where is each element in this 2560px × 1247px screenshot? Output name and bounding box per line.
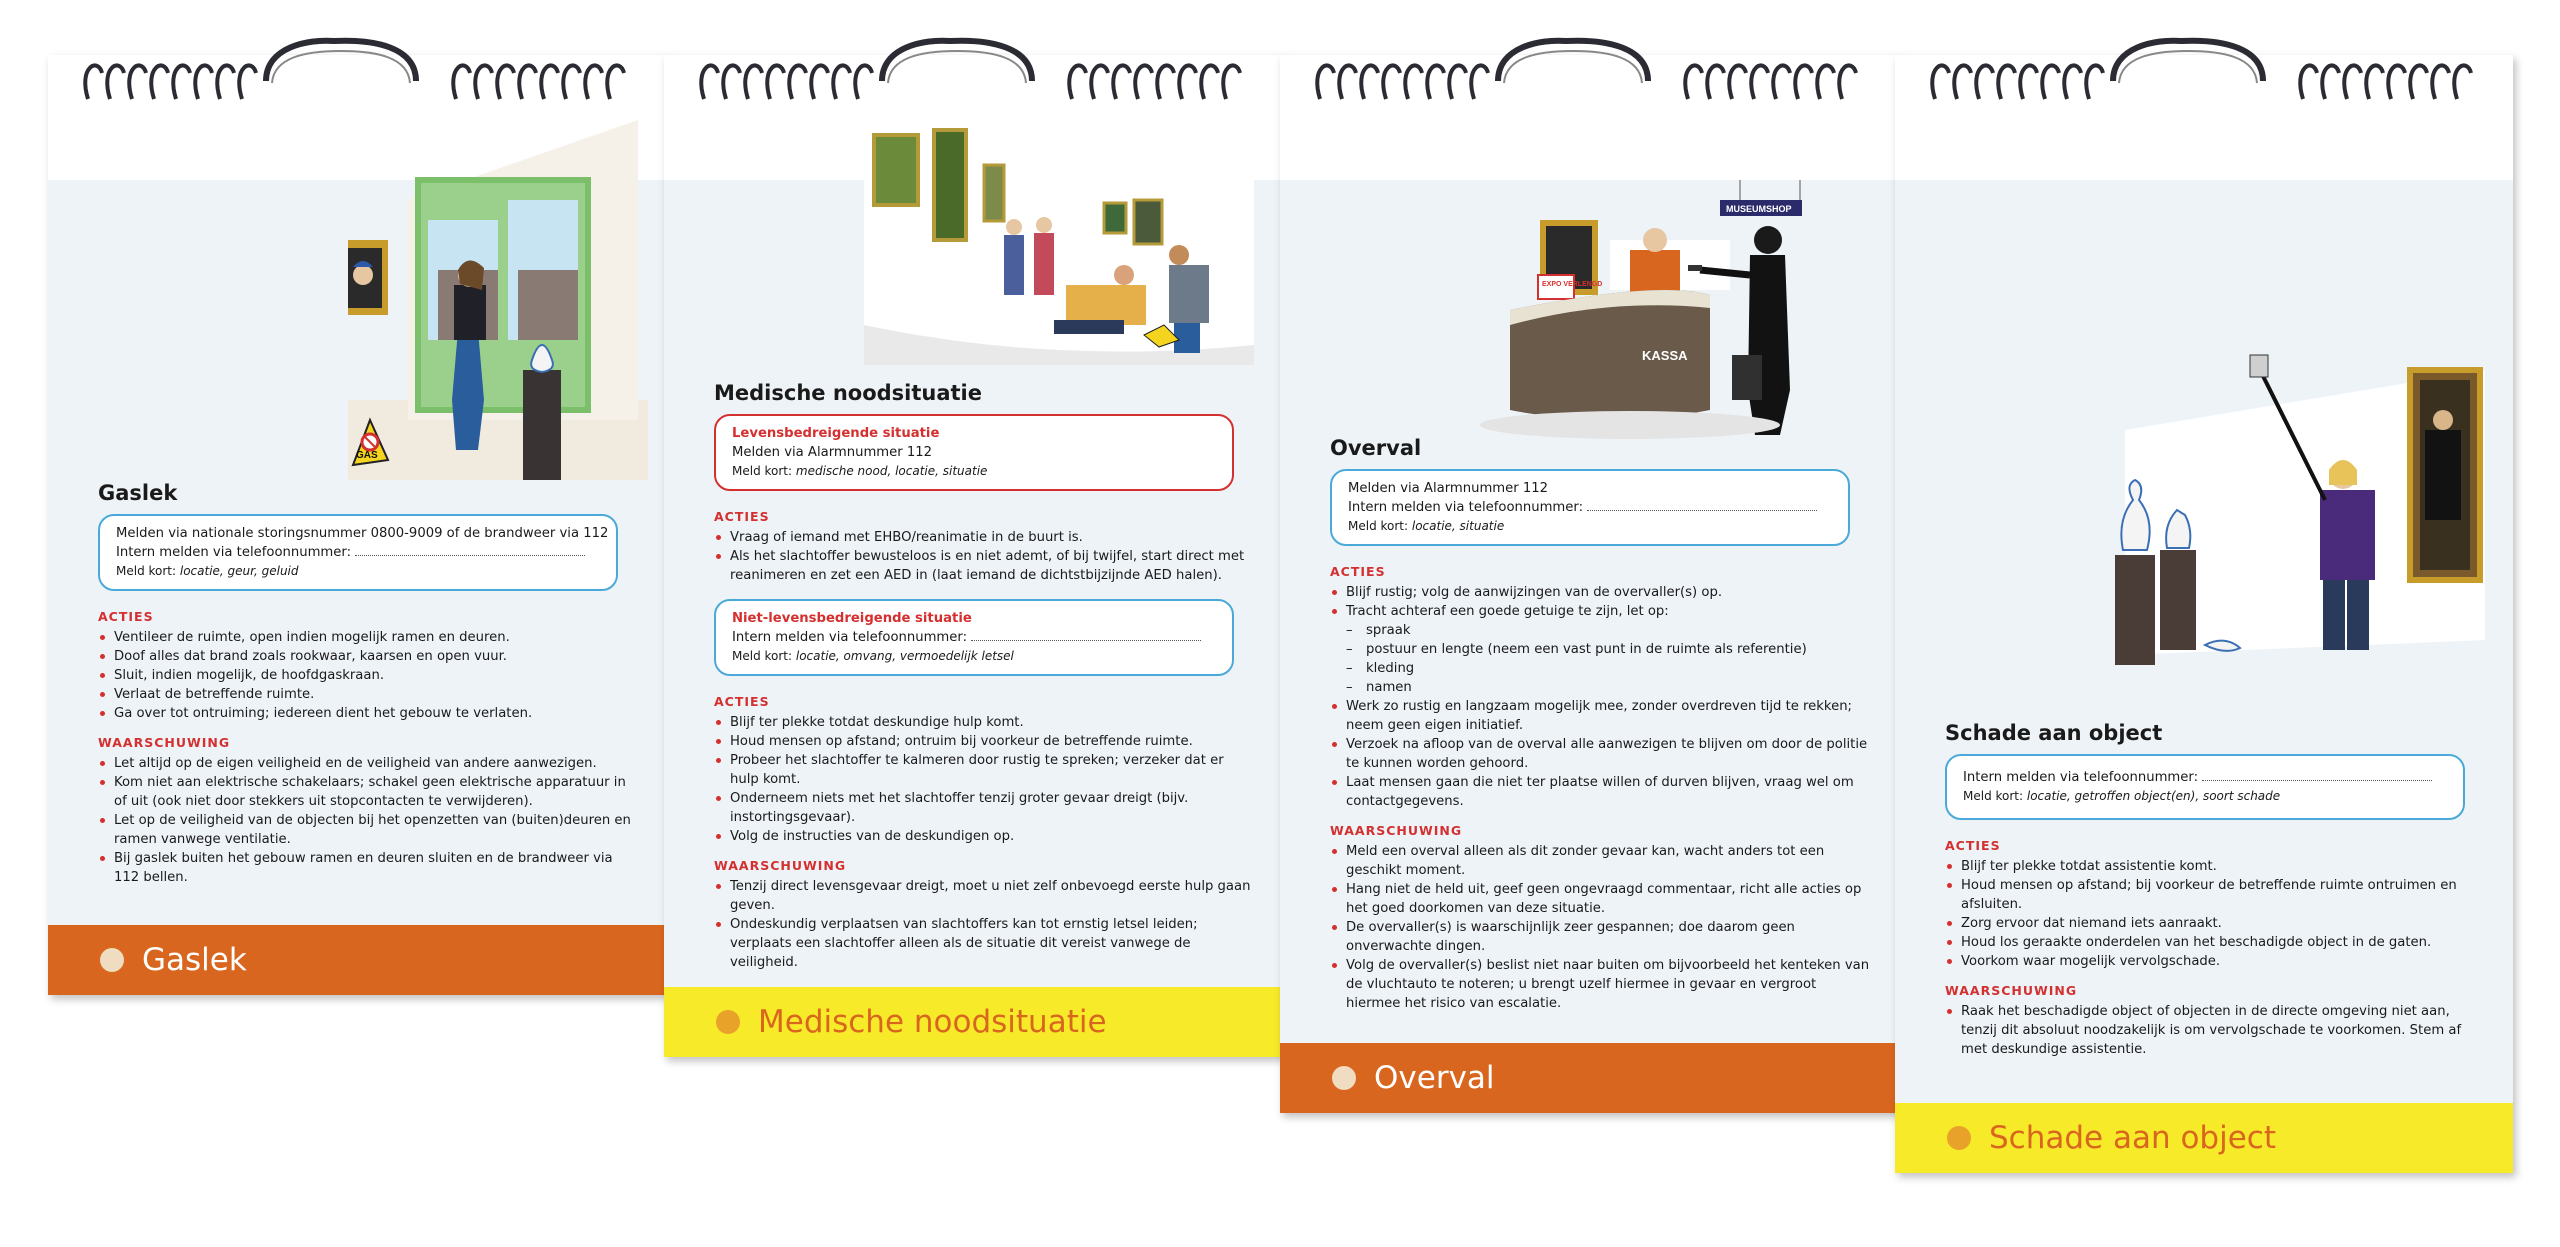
footer-dot-icon	[100, 948, 124, 972]
waarschuwing-list	[1945, 1002, 2487, 1059]
list-item: Volg de instructies van de deskundigen op.	[714, 827, 1256, 846]
list-item: Ondeskundig verplaatsen van slachtoffers kan tot ernstig letsel leiden; verplaats een slachtoffer alleen als de situatie dit vereist vanwege de veiligheid.	[714, 915, 1256, 972]
gaslek-content	[98, 480, 640, 897]
medisch-content	[714, 380, 1256, 982]
section-acties: ACTIES	[1945, 838, 2001, 853]
acties-list	[98, 628, 640, 723]
footer-title: Medische noodsituatie	[758, 1004, 1107, 1040]
section-waarschuwing: WAARSCHUWING	[1330, 823, 1463, 838]
box-heading: Niet-levensbedreigende situatie	[732, 611, 972, 626]
card-title: Gaslek	[98, 481, 178, 505]
footer-title: Schade aan object	[1989, 1120, 2276, 1156]
spiral-binding	[76, 37, 636, 107]
section-acties: ACTIES	[98, 609, 154, 624]
list-item: Ventileer de ruimte, open indien mogelijk ramen en deuren.	[98, 628, 640, 647]
acties-list-continued	[1330, 697, 1872, 811]
expo-sign: EXPO VERLENGD	[1542, 281, 1603, 288]
phone-field[interactable]	[1587, 498, 1817, 511]
list-item: – spraak	[1346, 621, 1872, 640]
report-line: Melden via nationale storingsnummer 0800-9009 of de brandweer via 112	[116, 526, 609, 541]
report-box	[98, 514, 618, 591]
report-brief-value: medische nood, locatie, situatie	[795, 464, 988, 478]
acties-list	[1330, 583, 1872, 621]
list-item: Let altijd op de eigen veiligheid en de veiligheid van andere aanwezigen.	[98, 754, 640, 773]
list-item: Houd los geraakte onderdelen van het beschadigde object in de gaten.	[1945, 933, 2487, 952]
report-phone-label: Intern melden via telefoonnummer:	[116, 545, 352, 560]
section-waarschuwing: WAARSCHUWING	[1945, 983, 2078, 998]
list-item: Blijf ter plekke totdat assistentie komt.	[1945, 857, 2487, 876]
list-item: Houd mensen op afstand; ontruim bij voorkeur de betreffende ruimte.	[714, 732, 1256, 751]
report-brief-label: Meld kort:	[116, 564, 177, 578]
list-item: Doof alles dat brand zoals rookwaar, kaarsen en open vuur.	[98, 647, 640, 666]
waarschuwing-list	[98, 754, 640, 887]
non-life-threatening-box	[714, 599, 1234, 676]
list-item: Tenzij direct levensgevaar dreigt, moet u niet zelf onbevoegd eerste hulp gaan geven.	[714, 877, 1256, 915]
overval-content	[1330, 435, 1872, 1023]
report-brief-value: locatie, situatie	[1411, 519, 1505, 533]
phone-field[interactable]	[355, 543, 585, 556]
kassa-sign: KASSA	[1642, 348, 1688, 363]
phone-field[interactable]	[2202, 768, 2432, 781]
waarschuwing-list	[714, 877, 1256, 972]
report-phone-label: Intern melden via telefoonnummer:	[1963, 770, 2199, 785]
museumshop-sign: MUSEUMSHOP	[1726, 204, 1792, 214]
acties-list	[714, 713, 1256, 846]
section-acties: ACTIES	[1330, 564, 1386, 579]
spiral-binding	[1308, 37, 1868, 107]
list-item: Raak het beschadigde object of objecten in de directe omgeving niet aan, tenzij dit absoluut noodzakelijk is om vervolgschade te voorkomen. Stem af met deskundige assistentie.	[1945, 1002, 2487, 1059]
card-footer	[664, 987, 1282, 1057]
card-title: Medische noodsituatie	[714, 381, 982, 405]
list-item: Kom niet aan elektrische schakelaars; schakel geen elektrische apparatuur in of uit (ook niet door stekkers uit stopcontacten te verwijderen).	[98, 773, 640, 811]
report-brief-label: Meld kort:	[1963, 789, 2024, 803]
card-footer	[1280, 1043, 1898, 1113]
card-schade	[1895, 55, 2513, 1173]
schade-content	[1945, 720, 2487, 1069]
card-medisch	[664, 55, 1282, 1057]
section-waarschuwing: WAARSCHUWING	[98, 735, 231, 750]
acties-list	[714, 528, 1256, 585]
list-item: Houd mensen op afstand; bij voorkeur de betreffende ruimte ontruimen en afsluiten.	[1945, 876, 2487, 914]
schade-illustration	[2085, 310, 2485, 680]
list-item: Zorg ervoor dat niemand iets aanraakt.	[1945, 914, 2487, 933]
section-waarschuwing: WAARSCHUWING	[714, 858, 847, 873]
list-item: Sluit, indien mogelijk, de hoofdgaskraan.	[98, 666, 640, 685]
report-brief-value: locatie, getroffen object(en), soort schade	[2026, 789, 2281, 803]
report-brief-label: Meld kort:	[1348, 519, 1409, 533]
list-item: – postuur en lengte (neem een vast punt in de ruimte als referentie)	[1346, 640, 1872, 659]
report-phone-label: Intern melden via telefoonnummer:	[732, 630, 968, 645]
list-item: Volg de overvaller(s) beslist niet naar buiten om bijvoorbeeld het kenteken van de vluchtauto te noteren; u brengt uzelf hiermee in gevaar en vergroot hiermee het risico van escalatie.	[1330, 956, 1872, 1013]
list-item: Onderneem niets met het slachtoffer tenzij groter gevaar dreigt (bijv. instortingsgevaar).	[714, 789, 1256, 827]
list-item: Laat mensen gaan die niet ter plaatse willen of durven blijven, vraag wel om contactgegevens.	[1330, 773, 1872, 811]
section-acties: ACTIES	[714, 694, 770, 709]
section-acties: ACTIES	[714, 509, 770, 524]
footer-title: Overval	[1374, 1060, 1495, 1096]
gaslek-illustration	[348, 120, 648, 480]
report-box	[1945, 754, 2465, 820]
list-item: De overvaller(s) is waarschijnlijk zeer gespannen; doe daarom geen onverwachte dingen.	[1330, 918, 1872, 956]
list-item: Blijf ter plekke totdat deskundige hulp komt.	[714, 713, 1256, 732]
overval-illustration	[1450, 180, 1830, 455]
footer-dot-icon	[716, 1010, 740, 1034]
gas-sign-text: GAS	[356, 450, 378, 461]
list-item: Blijf rustig; volg de aanwijzingen van de overvaller(s) op.	[1330, 583, 1872, 602]
footer-dot-icon	[1947, 1126, 1971, 1150]
report-brief-value: locatie, omvang, vermoedelijk letsel	[795, 649, 1014, 663]
acties-list	[1945, 857, 2487, 971]
list-item: Verzoek na afloop van de overval alle aanwezigen te blijven om door de politie te kunnen worden gehoord.	[1330, 735, 1872, 773]
list-item: Vraag of iemand met EHBO/reanimatie in de buurt is.	[714, 528, 1256, 547]
waarschuwing-list	[1330, 842, 1872, 1013]
phone-field[interactable]	[971, 628, 1201, 641]
report-phone-label: Intern melden via telefoonnummer:	[1348, 500, 1584, 515]
list-item: – namen	[1346, 678, 1872, 697]
list-item: Meld een overval alleen als dit zonder gevaar kan, wacht anders tot een geschikt moment.	[1330, 842, 1872, 880]
card-footer	[1895, 1103, 2513, 1173]
witness-sublist	[1346, 621, 1872, 697]
list-item: Tracht achteraf een goede getuige te zijn, let op:	[1330, 602, 1872, 621]
list-item: Bij gaslek buiten het gebouw ramen en deuren sluiten en de brandweer via 112 bellen.	[98, 849, 640, 887]
list-item: Verlaat de betreffende ruimte.	[98, 685, 640, 704]
card-footer	[48, 925, 666, 995]
list-item: Let op de veiligheid van de objecten bij het openzetten van (buiten)deuren en ramen vanwege ventilatie.	[98, 811, 640, 849]
list-item: Voorkom waar mogelijk vervolgschade.	[1945, 952, 2487, 971]
report-line: Melden via Alarmnummer 112	[732, 445, 933, 460]
report-brief-value: locatie, geur, geluid	[179, 564, 299, 578]
report-brief-label: Meld kort:	[732, 464, 793, 478]
list-item: Ga over tot ontruiming; iedereen dient het gebouw te verlaten.	[98, 704, 640, 723]
card-gaslek	[48, 55, 666, 995]
report-brief-label: Meld kort:	[732, 649, 793, 663]
list-item: – kleding	[1346, 659, 1872, 678]
card-overval	[1280, 55, 1898, 1113]
list-item: Werk zo rustig en langzaam mogelijk mee, zonder overdreven tijd te rekken; neem geen eigen initiatief.	[1330, 697, 1872, 735]
card-title: Schade aan object	[1945, 721, 2163, 745]
report-box	[1330, 469, 1850, 546]
spiral-binding	[692, 37, 1252, 107]
card-title: Overval	[1330, 436, 1422, 460]
spiral-binding	[1923, 37, 2483, 107]
footer-title: Gaslek	[142, 942, 247, 978]
footer-dot-icon	[1332, 1066, 1356, 1090]
medisch-illustration	[834, 125, 1264, 365]
list-item: Als het slachtoffer bewusteloos is en niet ademt, of bij twijfel, start direct met reanimeren en zet een AED in (laat iemand de dichtstbijzijnde AED halen).	[714, 547, 1256, 585]
life-threatening-box	[714, 414, 1234, 491]
report-line: Melden via Alarmnummer 112	[1348, 481, 1549, 496]
list-item: Hang niet de held uit, geef geen ongevraagd commentaar, richt alle acties op het goed doorkomen van deze situatie.	[1330, 880, 1872, 918]
list-item: Probeer het slachtoffer te kalmeren door rustig te spreken; verzeker dat er hulp komt.	[714, 751, 1256, 789]
box-heading: Levensbedreigende situatie	[732, 426, 940, 441]
